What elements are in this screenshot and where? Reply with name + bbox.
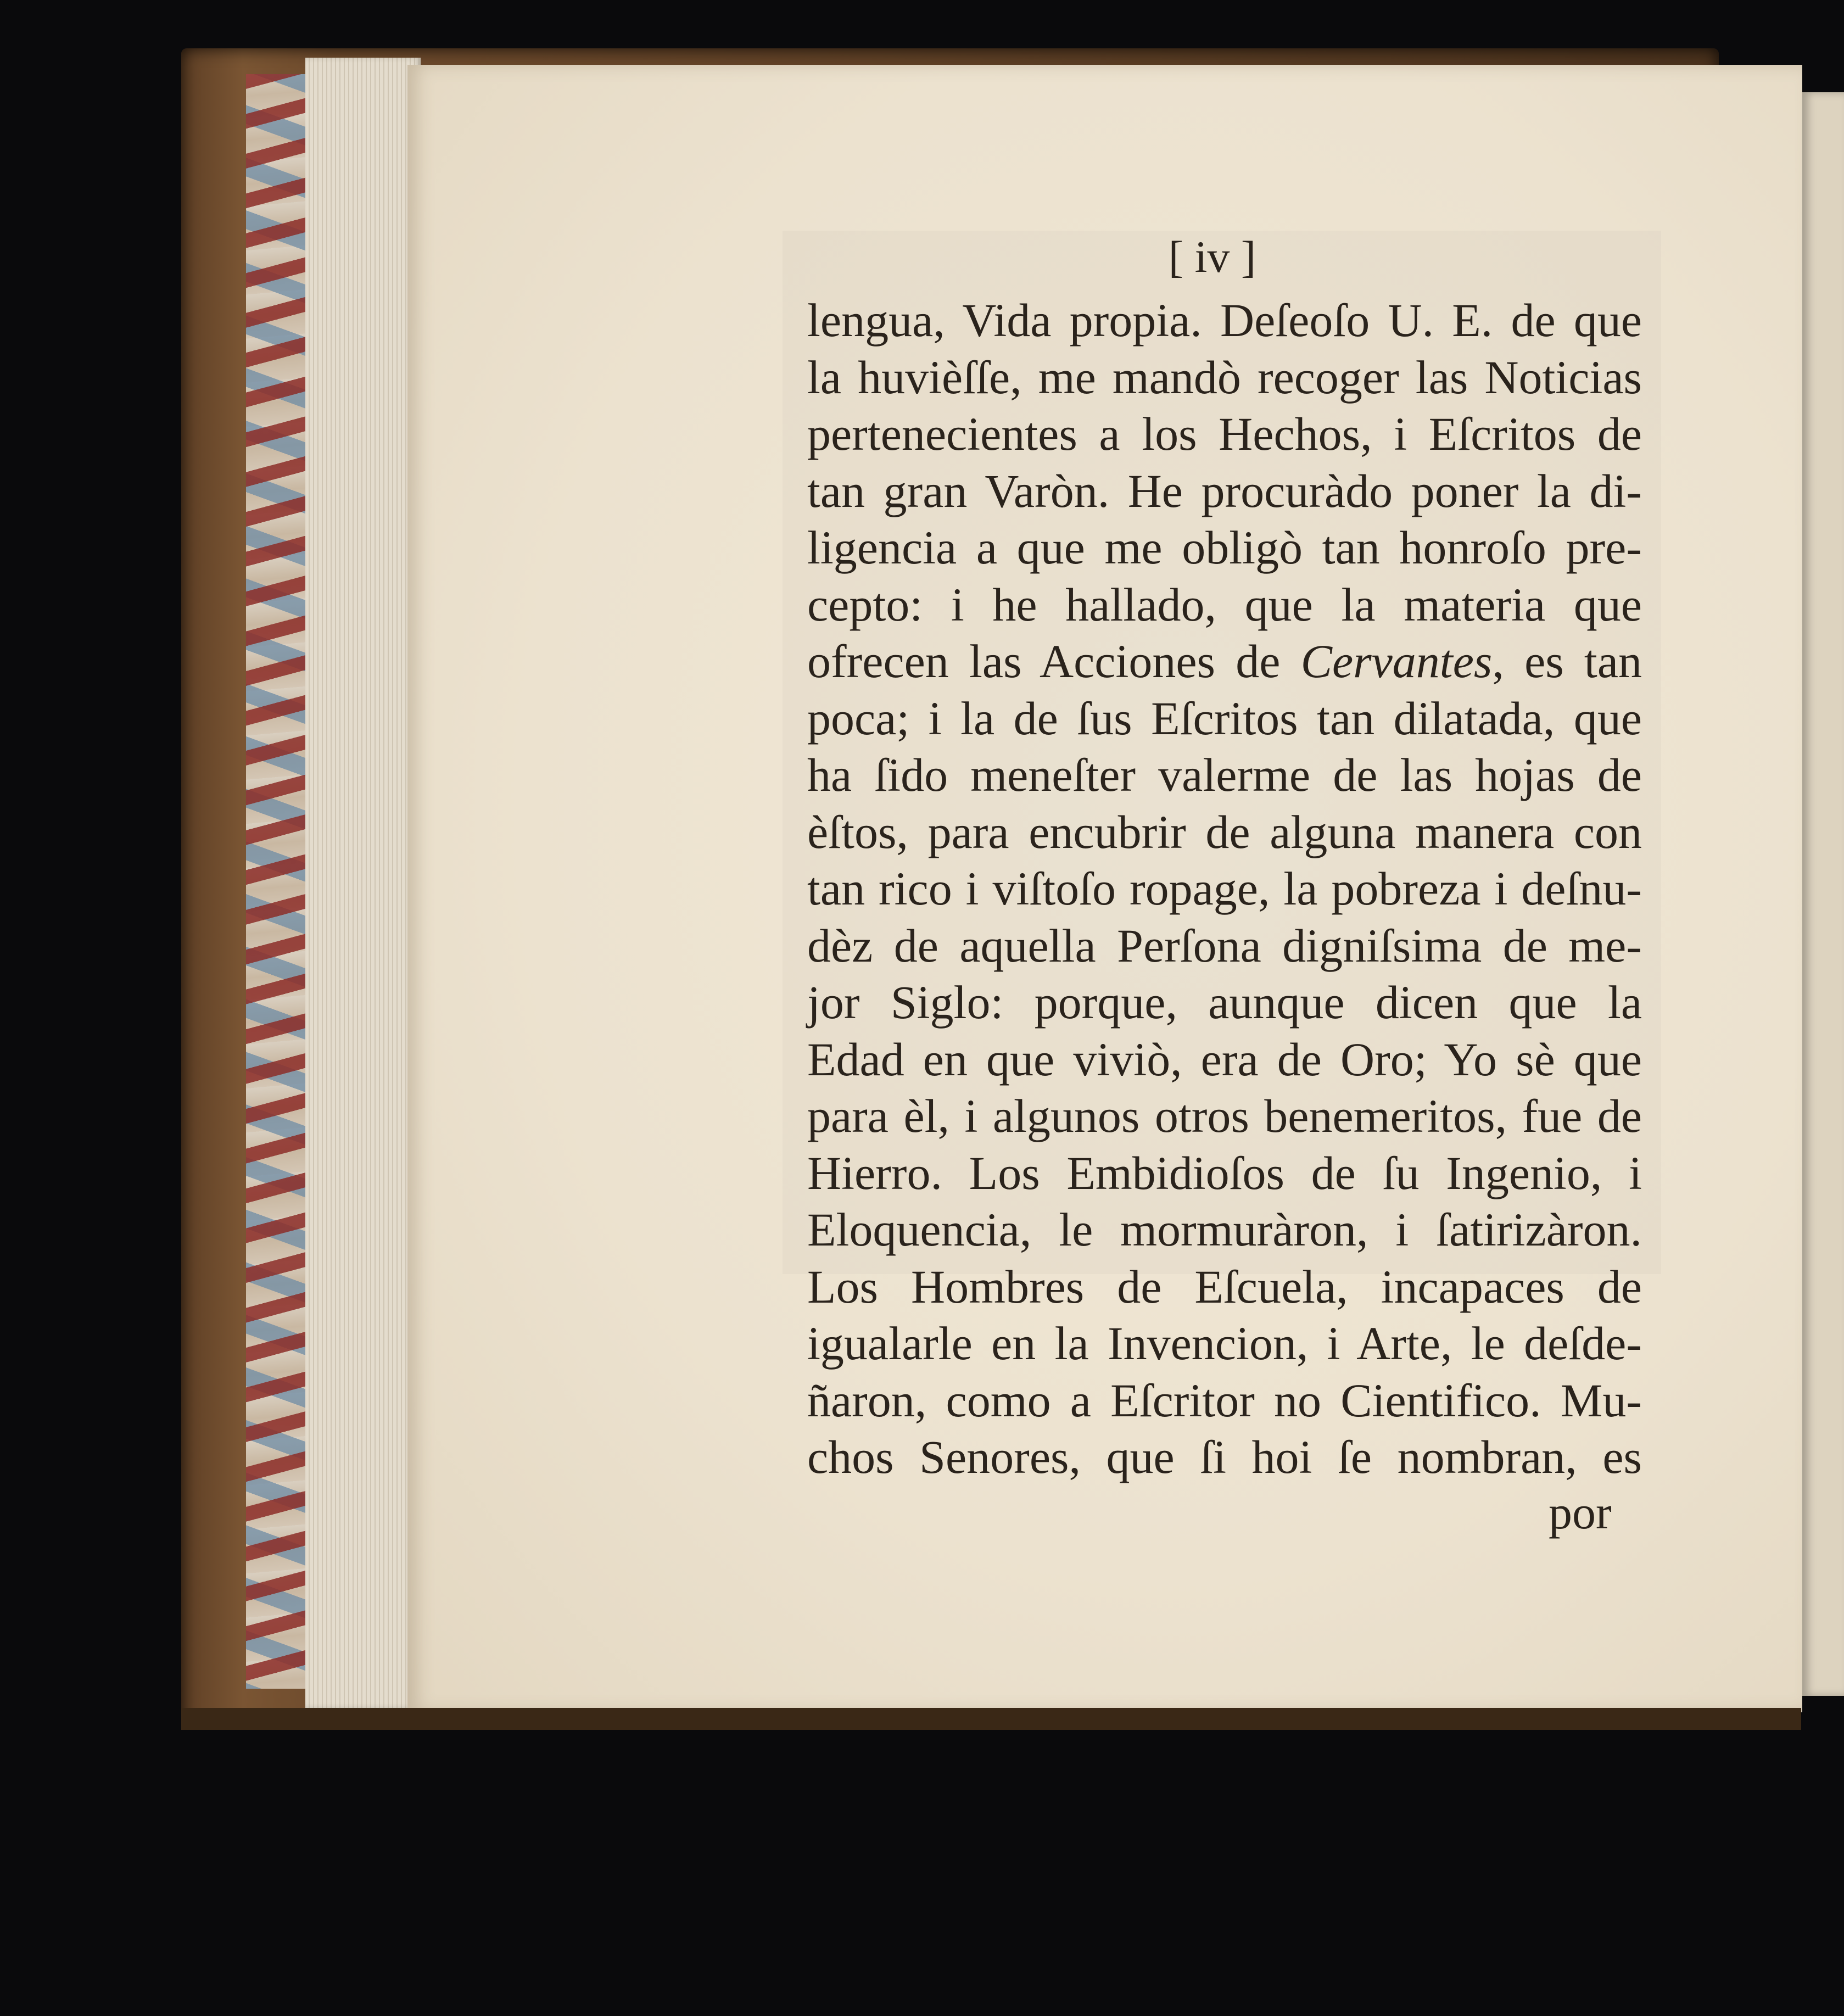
text-line: pertenecientes a los Hechos, i Eſcritos de <box>807 407 1642 460</box>
text-line: ligencia a que me obligò tan honroſo pre- <box>807 521 1642 574</box>
text-line: poca; i la de ſus Eſcritos tan dilatada, que <box>807 691 1642 745</box>
cover-bottom-edge <box>181 1708 1801 1730</box>
next-page-edge <box>1802 92 1844 1696</box>
text-line: Los Hombres de Eſcuela, incapaces de <box>807 1260 1642 1313</box>
text-line: Hierro. Los Embidioſos de ſu Ingenio, i <box>807 1146 1642 1199</box>
text-line: dèz de aquella Perſona digniſsima de me- <box>807 919 1642 972</box>
text-line: tan rico i viſtoſo ropage, la pobreza i deſnu- <box>807 862 1642 915</box>
text-line: igualarle en la Invencion, i Arte, le deſde- <box>807 1317 1642 1370</box>
text-line: cepto: i he hallado, que la materia que <box>807 578 1642 631</box>
text-line: la huvièſſe, me mandò recoger las Noticias <box>807 350 1642 404</box>
text-line: ofrecen las Acciones de Cervantes, es tan <box>807 635 1642 688</box>
page-edges <box>305 58 421 1708</box>
catchword: por <box>1549 1486 1612 1539</box>
text-line: Eloquencia, le mormuràron, i ſatirizàron. <box>807 1203 1642 1256</box>
text-line: èſtos, para encubrir de alguna manera con <box>807 805 1642 858</box>
text-line: chos Senores, que ſi hoi ſe nombran, es <box>807 1431 1642 1483</box>
text-line: ñaron, como a Eſcritor no Cientifico. Mu- <box>807 1373 1642 1427</box>
marbled-endpaper <box>246 74 305 1689</box>
italic-name: Cervantes <box>1300 635 1493 688</box>
text-line: lengua, Vida propia. Deſeoſo U. E. de que <box>807 294 1642 347</box>
text-line: Edad en que viviò, era de Oro; Yo sè que <box>807 1032 1642 1086</box>
page-number-header: [ iv ] <box>1168 232 1256 282</box>
text-line: jor Siglo: porque, aunque dicen que la <box>807 976 1642 1029</box>
text-line: tan gran Varòn. He procuràdo poner la di- <box>807 464 1642 517</box>
text-line: ha ſido meneſter valerme de las hojas de <box>807 749 1642 801</box>
text-line: para èl, i algunos otros benemeritos, fue de <box>807 1090 1642 1142</box>
body-text <box>807 292 1642 1486</box>
